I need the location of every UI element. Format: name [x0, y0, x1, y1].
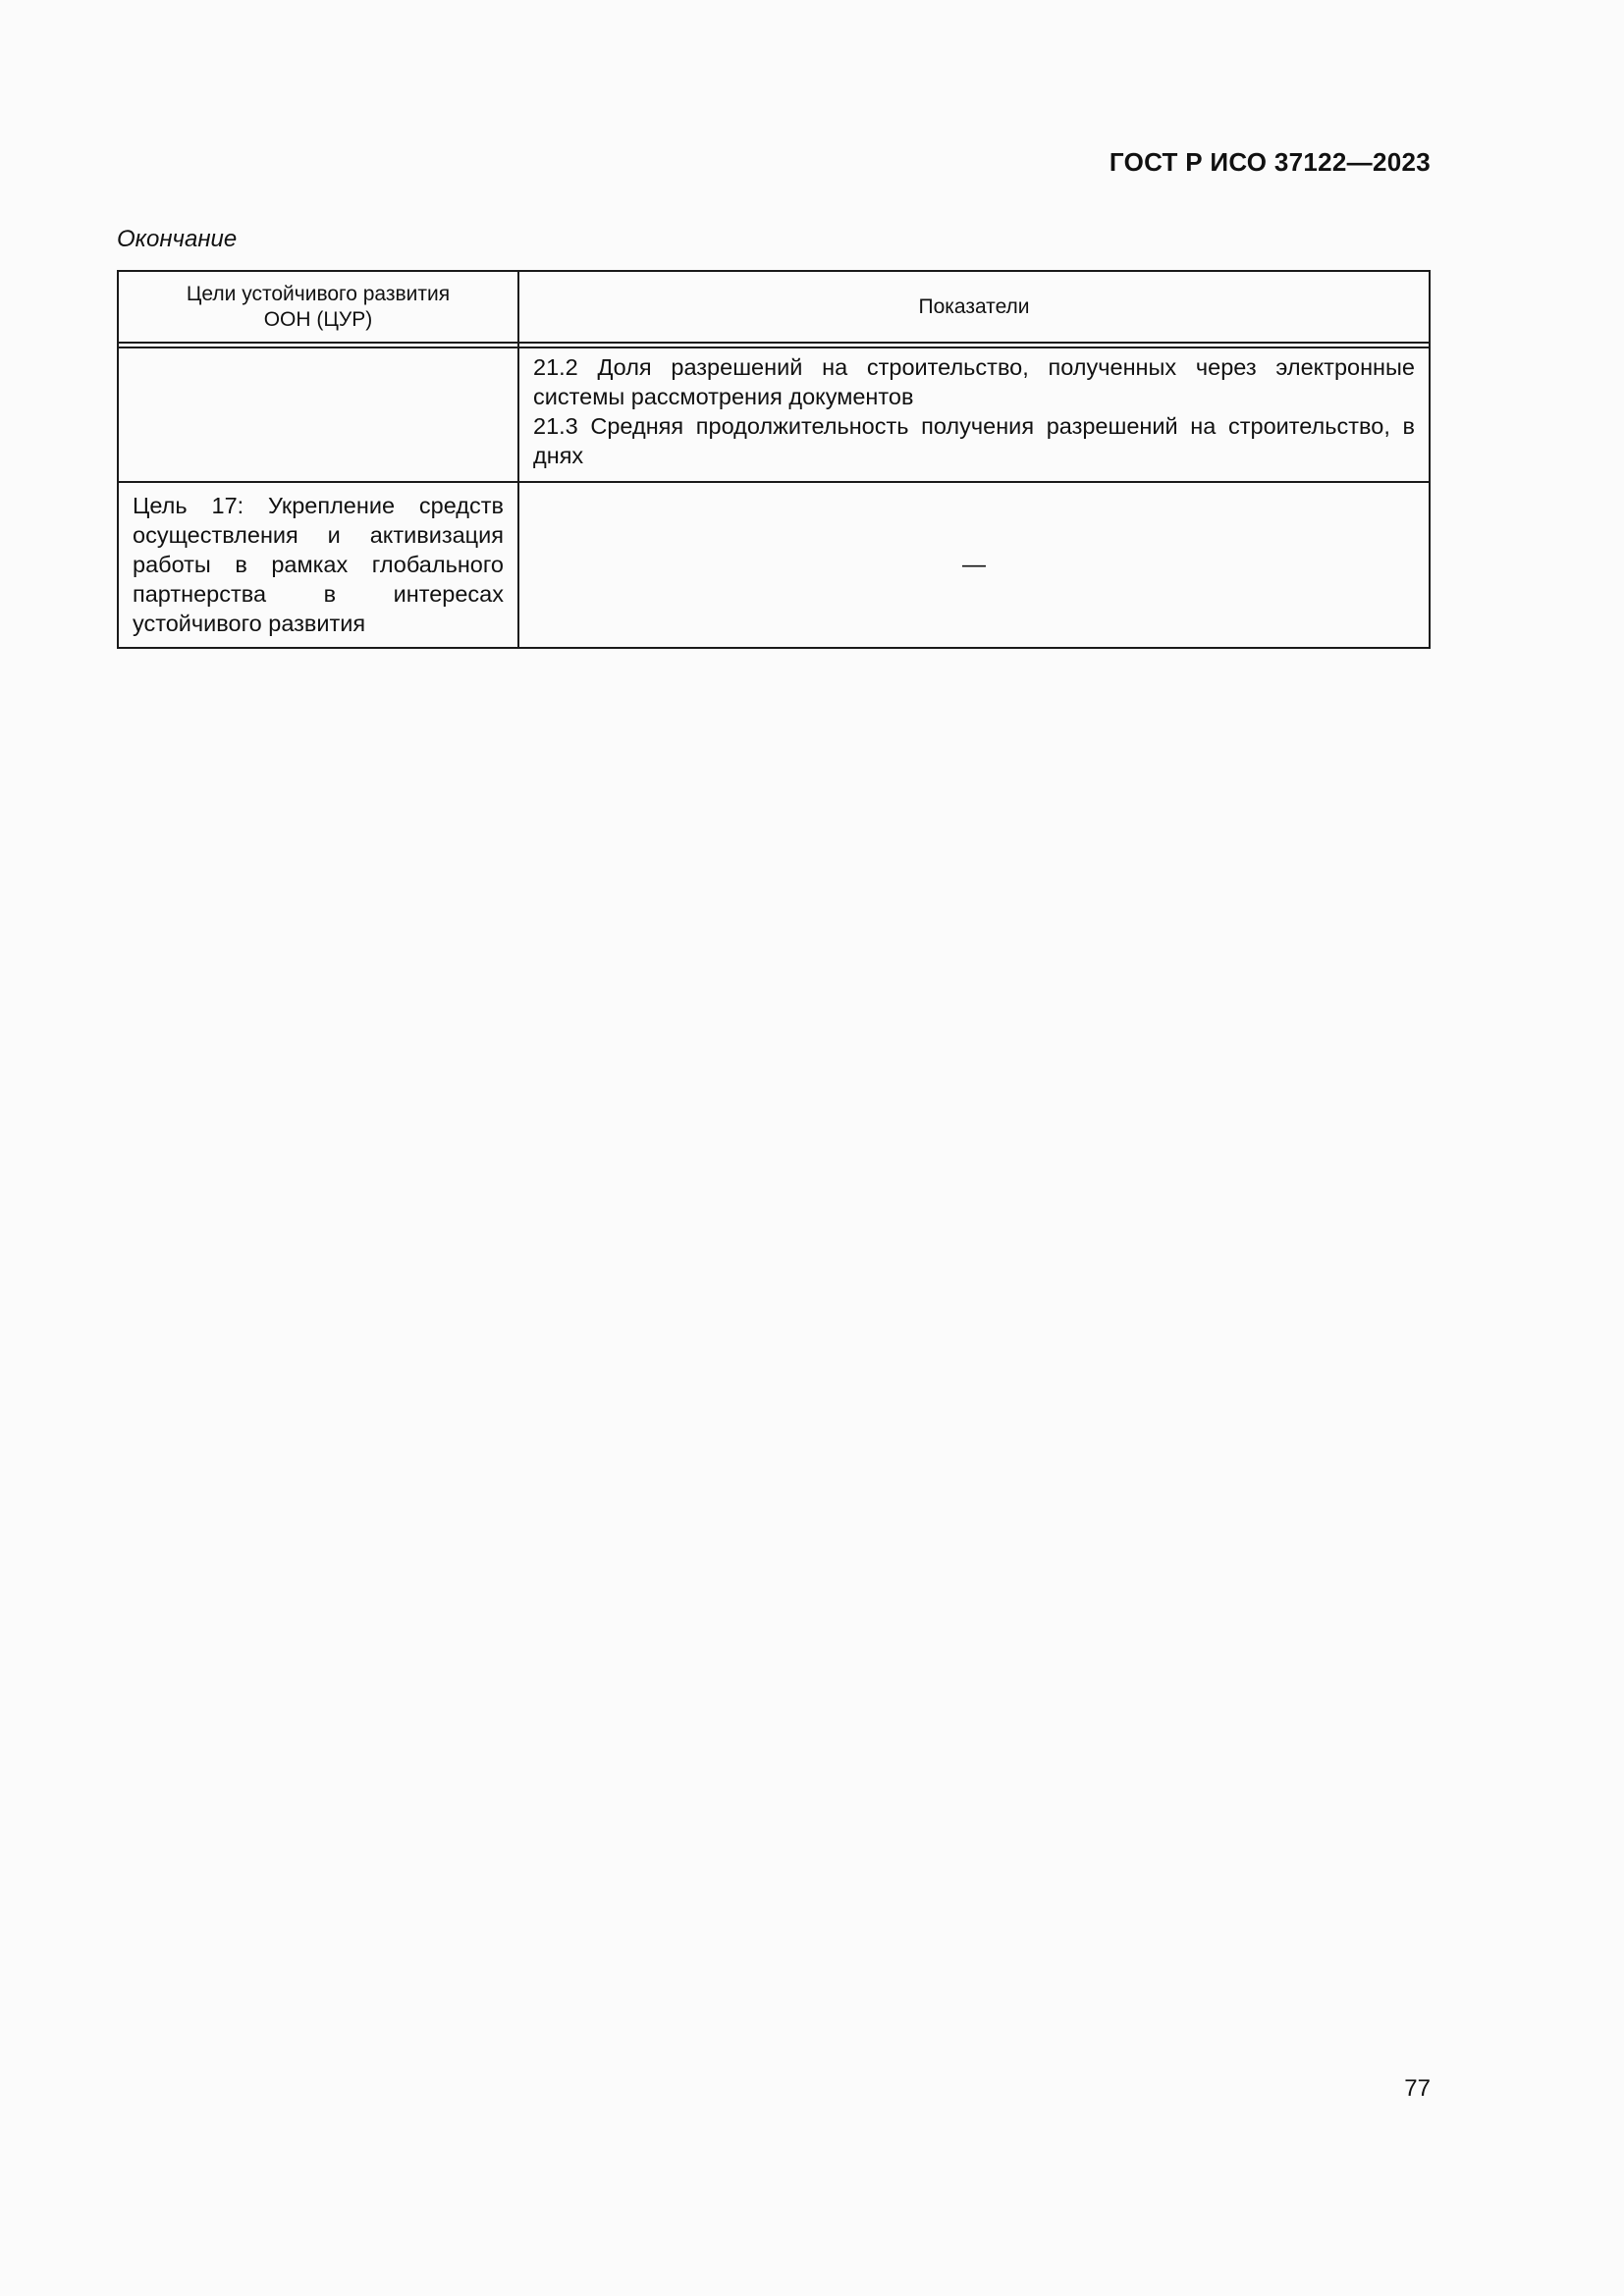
- column-header-indicators: Показатели: [518, 271, 1430, 343]
- indicators-cell: [518, 347, 1430, 482]
- table-caption: Окончание: [117, 226, 238, 252]
- table-row: [118, 347, 1430, 482]
- goal-text: Цель 17: Укрепление средств осуществления и активизация работы в рамках глобального партнерства в интересах устойчивого развития: [133, 493, 504, 636]
- indicators-table: [117, 270, 1431, 649]
- column-header-goals: [118, 271, 518, 343]
- goal-cell: [118, 482, 518, 648]
- column-header-goals-label: Цели устойчивого развития ООН (ЦУР): [186, 282, 451, 331]
- goal-cell: [118, 347, 518, 482]
- page-number: 77: [1404, 2075, 1431, 2102]
- goal-text: [119, 348, 517, 356]
- indicators-cell: [518, 482, 1430, 648]
- document-standard-id: ГОСТ Р ИСО 37122—2023: [1109, 147, 1431, 177]
- empty-dash: —: [962, 551, 986, 578]
- table-header-row: [118, 271, 1430, 343]
- indicator-item: 21.2 Доля разрешений на строительство, полученных через электронные системы рассмотрения документов: [533, 354, 1415, 409]
- indicator-item: 21.3 Средняя продолжительность получения разрешений на строительство, в днях: [533, 413, 1415, 468]
- table-row: [118, 482, 1430, 648]
